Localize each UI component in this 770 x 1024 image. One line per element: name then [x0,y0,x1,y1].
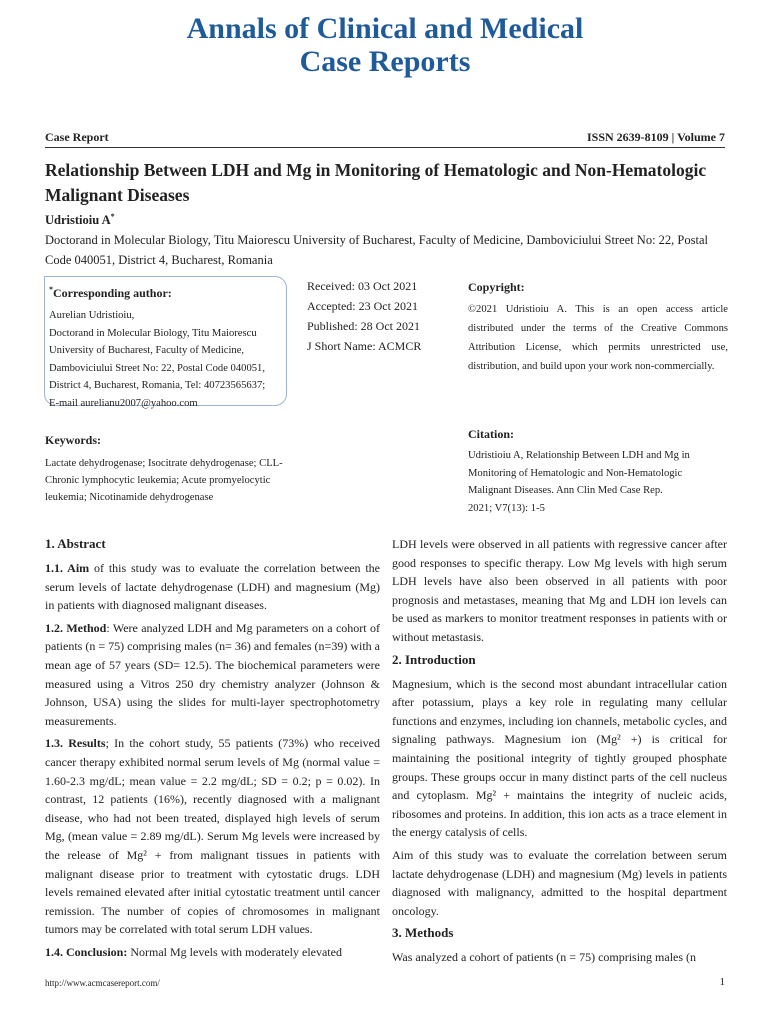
abstract-heading: 1. Abstract [45,536,106,551]
abstract-conclusion [45,943,380,962]
abstract-method [45,619,380,731]
abstract-conclusion-continued: LDH levels were observed in all patients with regressive cancer after good responses to specific therapy. Low Mg levels with high serum LDH levels have also been observed in all patients with poor prognosis and metastases, meaning that Mg and LDH ion levels can be used as markers to monitor treatment responses in patients with or without metastasis. [392,537,727,644]
meta-row [45,130,725,145]
citation-text [468,447,728,517]
accepted-date: Accepted: 23 Oct 2021 [307,299,418,313]
journal-short-name: J Short Name: ACMCR [307,339,422,353]
methods-heading: 3. Methods [392,925,454,941]
corresponding-line: Damboviciului Street No: 22, Postal Code 040051, [49,362,265,374]
article-type: Case Report [45,130,109,144]
published-date: Published: 28 Oct 2021 [307,319,420,333]
author-name: Udristioiu A [45,213,111,228]
corresponding-mark: * [49,285,53,294]
journal-title [0,12,770,78]
keywords-heading: Keywords: [45,433,101,447]
citation-heading: Citation: [468,427,514,441]
author-affiliation: Doctorand in Molecular Biology, Titu Maiorescu University of Bucharest, Faculty of Medicine, Damboviciului Street No: 22, Postal Code 040051, District 4, Bucharest, Romania [45,233,708,267]
left-column [45,535,380,965]
copyright-heading: Copyright: [468,280,525,294]
journal-title-line1: Annals of Clinical and Medical [186,12,584,45]
abstract-aim [45,559,380,615]
corresponding-line: Doctorand in Molecular Biology, Titu Maiorescu [49,327,257,339]
citation-line: 2021; V7(13): 1-5 [468,502,545,514]
corresponding-line: Aurelian Udristioiu, [49,310,135,321]
introduction-heading: 2. Introduction [392,651,476,667]
author [45,212,115,228]
keywords-text: Lactate dehydrogenase; Isocitrate dehydrogenase; CLL-Chronic lymphocytic leukemia; Acute promyelocytic leukemia; Nicotinamide dehydrogenase [45,458,283,503]
corresponding-email[interactable]: E-mail aurelianu2007@yahoo.com [49,397,198,409]
citation-line: Monitoring of Hematologic and Non-Hematologic [468,467,683,479]
corresponding-author-heading [49,285,286,301]
author-mark: * [110,212,115,221]
results-text: ; In the cohort study, 55 patients (73%) who received cancer therapy exhibited normal serum levels of Mg (normal value = 1.60-2.3 mg/dL; mean value = 2.2 mg/dL; SD = 0.2; p = 0.02). In contrast, 12 patients (16%), recently diagnosed with a malignant disease, who had not been treated, displayed high levels of serum Mg, (mean value = 2.89 mg/dL). Serum Mg levels were increased by the release of Mg² + from malignant tissues in patients with malignant disease prior to treatment with cytostatic drugs. LDH levels remained elevated after initial cytostatic treatment until cancer remission. The number of copies of chromosomes in malignant tumors may be correlated with total serum LDH values. [45,736,381,937]
introduction-paragraph-1: Magnesium, which is the second most abundant intracellular cation after potassium, plays a key role in regulating many cellular functions and enzymes, including ion channels, metabolic cycles, and signaling pathways. Magnesium ion (Mg² +) is critical for maintaining the positional integrity of tightly grouped phosphate groups. These groups occur in many distinct parts of the cell nucleus and cytoplasm. Mg² + maintains the integrity of nucleic acids, ribosomes and proteins. In addition, this ion acts as a trace element in the energy catalysis of cells. [392,676,727,840]
copyright-text: ©2021 Udristioiu A. This is an open access article distributed under the terms of the Creative Commons Attribution License, which permits unrestricted use, distribution, and build upon your work non-commercially. [468,304,728,372]
article-dates [307,276,421,356]
header-divider [45,147,725,148]
aim-label: 1.1. Aim [45,561,90,575]
citation-line: Udristioiu A, Relationship Between LDH and Mg in [468,450,690,461]
corresponding-line: University of Bucharest, Faculty of Medicine, [49,345,245,356]
abstract-results [45,734,380,939]
corresponding-line: District 4, Bucharest, Romania, Tel: 40723565637; [49,380,266,391]
article-title: Relationship Between LDH and Mg in Monitoring of Hematologic and Non-Hematologic Malignant Diseases [45,160,707,205]
page-number: 1 [719,976,725,988]
footer-url[interactable]: http://www.acmcasereport.com/ [45,978,160,988]
right-column [392,535,727,971]
methods-text: Was analyzed a cohort of patients (n = 75) comprising males (n [392,950,697,965]
method-text: : Were analyzed LDH and Mg parameters on a cohort of patients (n = 75) comprising males (n= 36) and females (n=39) with a mean age of 57 years (SD= 12.5). The biochemical parameters were measured using a Vitros 250 dry chemistry analyzer (Johnson & Johnson, USA) using the slides for multi-layer spectrophotometry measurements. [45,620,380,728]
journal-title-line2: Case Reports [299,45,471,78]
received-date: Received: 03 Oct 2021 [307,279,418,293]
corresponding-author-box [44,276,287,409]
corresponding-heading-text: Corresponding author: [53,286,172,300]
aim-text: of this study was to evaluate the correlation between the serum levels of lactate dehydrogenase (LDH) and magnesium (Mg) in patients with diagnosed malignant diseases. [45,561,381,613]
method-label: 1.2. Method [45,620,107,635]
issn-volume: ISSN 2639-8109 | Volume 7 [587,130,725,144]
introduction-paragraph-2: Aim of this study was to evaluate the correlation between serum lactate dehydrogenase (LDH) and magnesium (Mg) levels in patients diagnosed with malignancy, admitted to the hospital department oncology. [392,847,727,918]
citation-line: Malignant Diseases. Ann Clin Med Case Rep. [468,485,663,496]
conclusion-text: Normal Mg levels with moderately elevated [127,944,342,959]
conclusion-label: 1.4. Conclusion: [45,944,128,959]
results-label: 1.3. Results [45,736,106,751]
